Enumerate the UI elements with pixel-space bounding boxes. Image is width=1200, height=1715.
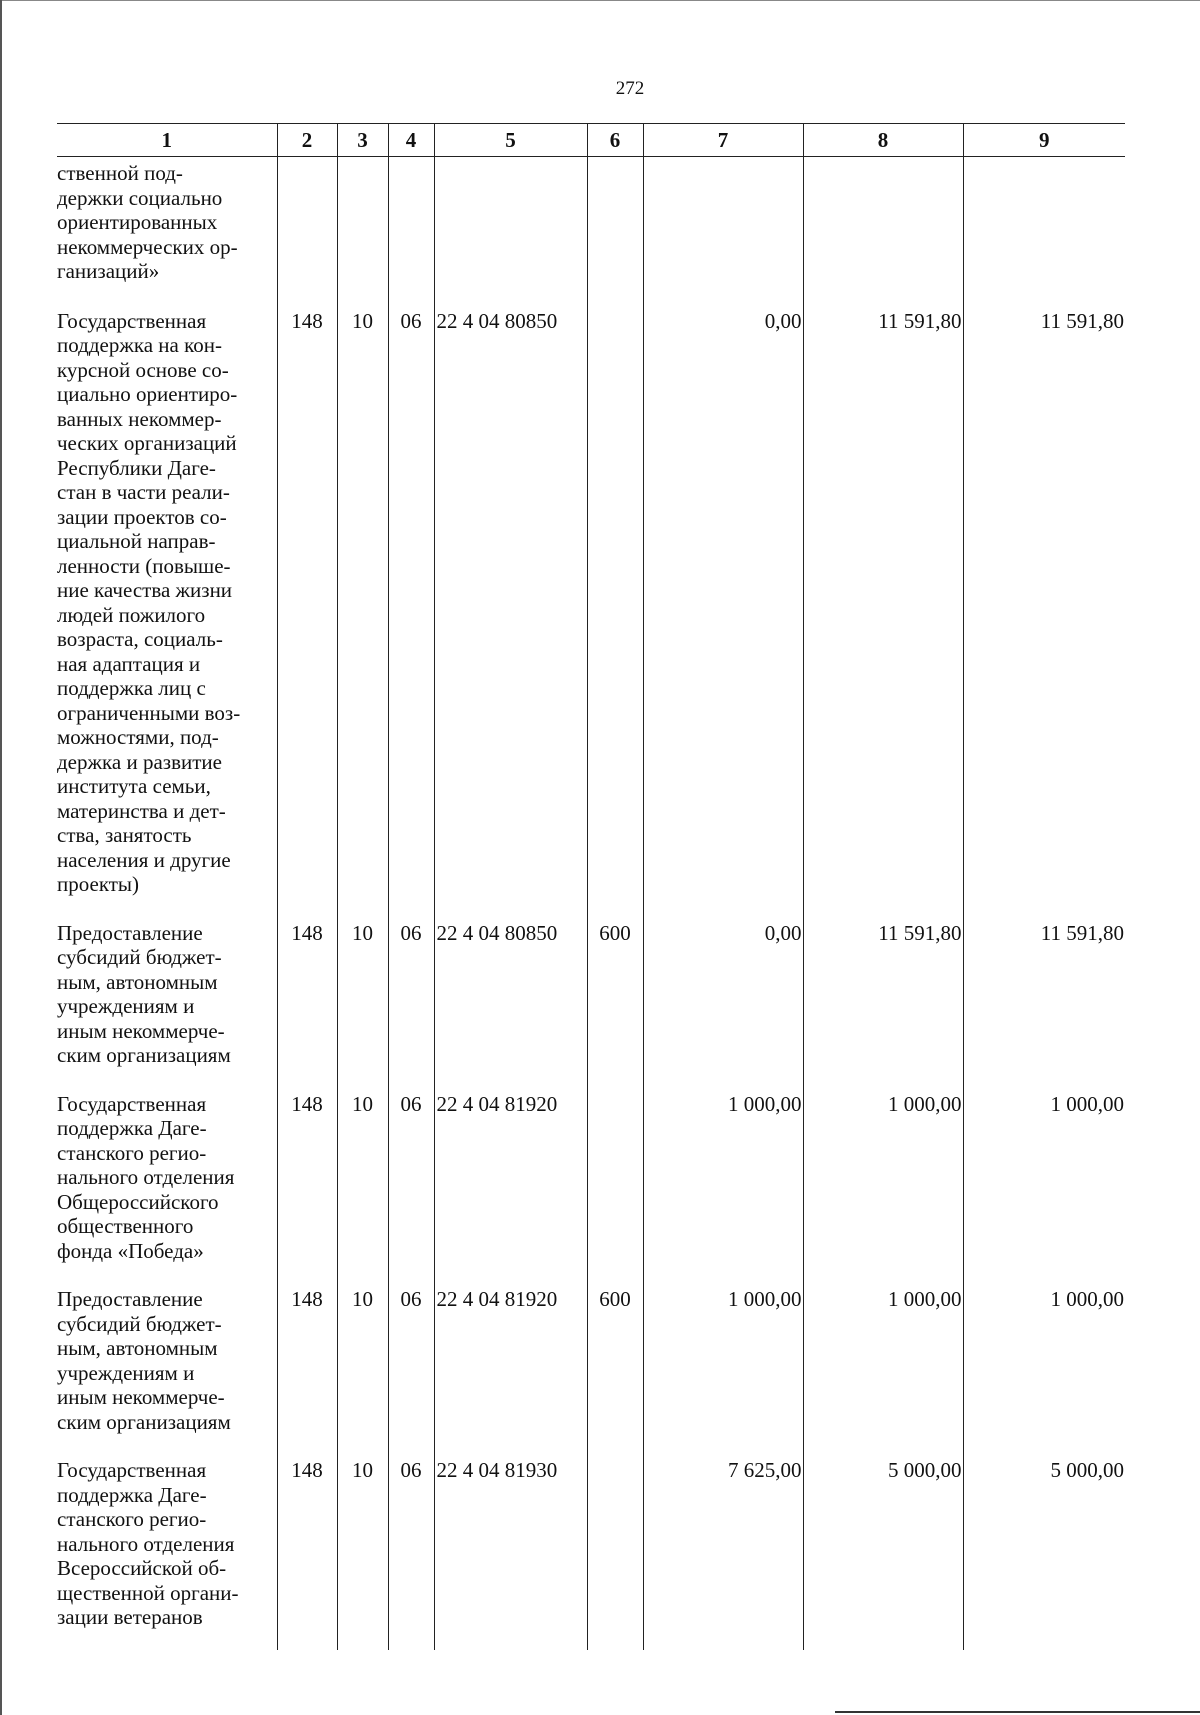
row-amount-col9: 11 591,80 <box>963 917 1125 1088</box>
row-code-target: 22 4 04 81920 <box>434 1283 587 1454</box>
column-header-3: 3 <box>337 124 388 157</box>
table-header-row <box>57 124 1125 157</box>
row-amount-col7: 1 000,00 <box>643 1088 803 1284</box>
row-code-ministry <box>277 157 337 305</box>
row-code-expense-type <box>587 1454 643 1650</box>
table-row <box>57 917 1125 1088</box>
row-code-section: 10 <box>337 1283 388 1454</box>
row-code-section <box>337 157 388 305</box>
table-row <box>57 1454 1125 1650</box>
row-code-target: 22 4 04 81930 <box>434 1454 587 1650</box>
row-description: Государственная поддержка Даге- станского регио- нального отделения Общероссийского общественного фонда «Победа» <box>57 1091 235 1263</box>
column-header-8: 8 <box>803 124 963 157</box>
row-code-subsection <box>388 157 434 305</box>
row-code-ministry: 148 <box>277 1283 337 1454</box>
row-code-target <box>434 157 587 305</box>
row-code-target: 22 4 04 81920 <box>434 1088 587 1284</box>
row-amount-col9: 11 591,80 <box>963 305 1125 917</box>
row-description: Предоставление субсидий бюджет- ным, автономным учреждениям и иным некоммерче- ским организациям <box>57 920 231 1067</box>
row-code-ministry: 148 <box>277 305 337 917</box>
row-code-target: 22 4 04 80850 <box>434 305 587 917</box>
column-header-7: 7 <box>643 124 803 157</box>
row-code-subsection: 06 <box>388 1283 434 1454</box>
column-header-6: 6 <box>587 124 643 157</box>
row-amount-col8: 1 000,00 <box>803 1283 963 1454</box>
row-code-section: 10 <box>337 1088 388 1284</box>
row-code-subsection: 06 <box>388 305 434 917</box>
row-amount-col7 <box>643 157 803 305</box>
table-row <box>57 1283 1125 1454</box>
row-code-expense-type <box>587 157 643 305</box>
row-amount-col9: 1 000,00 <box>963 1283 1125 1454</box>
row-code-section: 10 <box>337 917 388 1088</box>
table-row <box>57 157 1125 305</box>
row-amount-col7: 0,00 <box>643 305 803 917</box>
row-code-target: 22 4 04 80850 <box>434 917 587 1088</box>
row-code-ministry: 148 <box>277 1088 337 1284</box>
row-amount-col9: 1 000,00 <box>963 1088 1125 1284</box>
row-code-subsection: 06 <box>388 1454 434 1650</box>
row-code-expense-type: 600 <box>587 917 643 1088</box>
row-description: Государственная поддержка на кон- курсной основе со- циально ориентиро- ванных некоммер- ческих организаций Республики Даге- стан в части реали- зации проектов со- циальной направ- ленности (повыше- ние качества жизни людей пожилого возраста, социаль- ная адаптация и поддержка лиц с ограниченными воз- можностями, под- держка и развитие института семьи, материнства и дет- ства, занятость населения и другие проекты) <box>57 308 241 896</box>
row-code-subsection: 06 <box>388 1088 434 1284</box>
row-description: Государственная поддержка Даге- станского регио- нального отделения Всероссийской об- щественной органи- зации ветеранов <box>57 1458 239 1629</box>
column-header-9: 9 <box>963 124 1125 157</box>
row-code-expense-type <box>587 305 643 917</box>
table-row <box>57 305 1125 917</box>
row-code-ministry: 148 <box>277 917 337 1088</box>
row-code-section: 10 <box>337 1454 388 1650</box>
row-description: ственной под- держки социально ориентированных некоммерческих ор- ганизаций» <box>57 161 238 283</box>
row-code-subsection: 06 <box>388 917 434 1088</box>
row-amount-col8: 11 591,80 <box>803 917 963 1088</box>
row-amount-col7: 0,00 <box>643 917 803 1088</box>
row-code-expense-type <box>587 1088 643 1284</box>
budget-table <box>57 123 1125 1650</box>
column-header-5: 5 <box>434 124 587 157</box>
row-description: Предоставление субсидий бюджет- ным, автономным учреждениям и иным некоммерче- ским организациям <box>57 1287 231 1434</box>
row-code-ministry: 148 <box>277 1454 337 1650</box>
row-code-section: 10 <box>337 305 388 917</box>
row-code-expense-type: 600 <box>587 1283 643 1454</box>
page-number: 272 <box>615 78 645 99</box>
scan-edge-top <box>0 0 1200 1</box>
scan-edge-left <box>0 0 2 1715</box>
column-header-1: 1 <box>57 124 277 157</box>
column-header-2: 2 <box>277 124 337 157</box>
row-amount-col8: 11 591,80 <box>803 305 963 917</box>
row-amount-col7: 1 000,00 <box>643 1283 803 1454</box>
table-row <box>57 1088 1125 1284</box>
row-amount-col8: 5 000,00 <box>803 1454 963 1650</box>
row-amount-col9: 5 000,00 <box>963 1454 1125 1650</box>
row-amount-col8: 1 000,00 <box>803 1088 963 1284</box>
row-amount-col8 <box>803 157 963 305</box>
row-amount-col9 <box>963 157 1125 305</box>
column-header-4: 4 <box>388 124 434 157</box>
scan-edge-bottom <box>835 1711 1200 1713</box>
row-amount-col7: 7 625,00 <box>643 1454 803 1650</box>
